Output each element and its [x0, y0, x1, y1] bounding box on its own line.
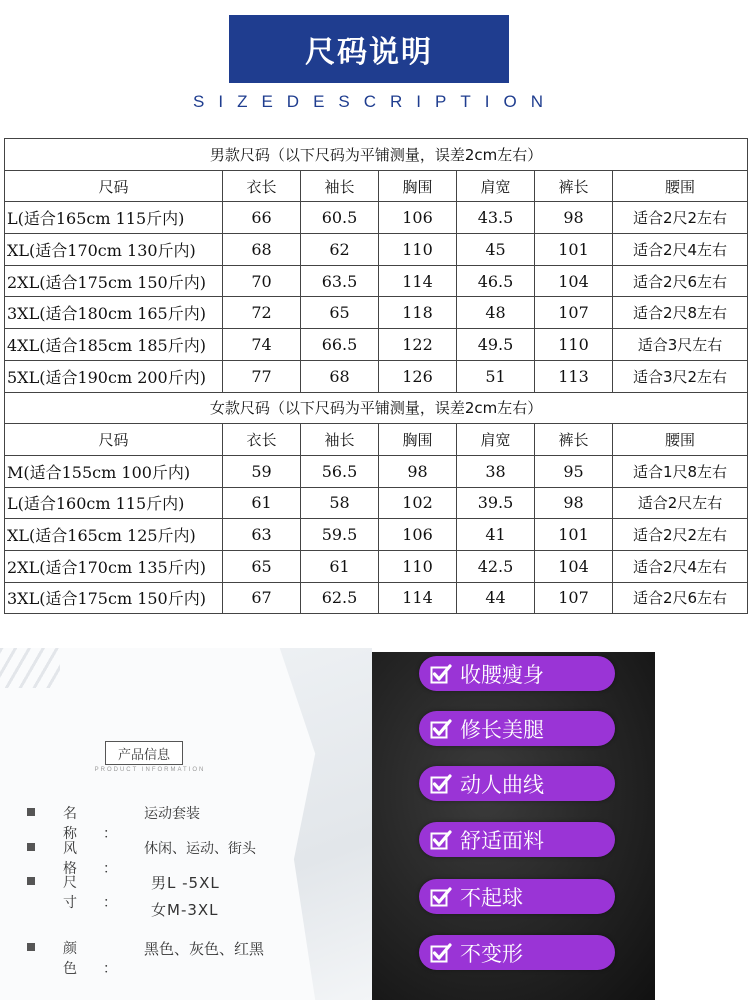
- checkbox-check-icon: [430, 829, 452, 851]
- page-title-banner: 尺码说明: [229, 15, 509, 83]
- feature-label: 动人曲线: [460, 772, 544, 797]
- feature-pill: [419, 656, 615, 691]
- table-cell: 107: [535, 297, 613, 329]
- men-section-title: [5, 139, 748, 171]
- table-cell: M(适合155cm 100斤内): [5, 455, 223, 487]
- size-chart-table: [4, 138, 748, 614]
- table-cell: 42.5: [457, 550, 535, 582]
- table-cell: 尺码: [5, 170, 223, 202]
- table-cell: 适合1尺8左右: [613, 455, 748, 487]
- table-cell: XL(适合165cm 125斤内): [5, 519, 223, 551]
- table-row: [5, 487, 748, 519]
- table-cell: 适合2尺2左右: [613, 519, 748, 551]
- checkbox-check-icon: [430, 663, 452, 685]
- table-cell: 61: [223, 487, 301, 519]
- table-cell: 66.5: [301, 329, 379, 361]
- table-cell: 113: [535, 360, 613, 392]
- square-bullet-icon: [27, 808, 35, 816]
- table-cell: 67: [223, 582, 301, 614]
- table-cell: 2XL(适合170cm 135斤内): [5, 550, 223, 582]
- table-cell: 68: [301, 360, 379, 392]
- table-cell: 63: [223, 519, 301, 551]
- table-row: [5, 329, 748, 361]
- table-cell: 裤长: [535, 170, 613, 202]
- info-value-name: 运动套装: [144, 806, 200, 822]
- table-cell: 3XL(适合175cm 150斤内): [5, 582, 223, 614]
- table-cell: 110: [379, 550, 457, 582]
- table-cell: 62.5: [301, 582, 379, 614]
- features-panel: [372, 652, 655, 1000]
- table-cell: 腰围: [613, 170, 748, 202]
- table-cell: 114: [379, 582, 457, 614]
- checkbox-check-icon: [430, 718, 452, 740]
- table-cell: 肩宽: [457, 170, 535, 202]
- table-cell: 65: [223, 550, 301, 582]
- table-cell: 68: [223, 234, 301, 266]
- table-cell: 63.5: [301, 265, 379, 297]
- info-label-color: 颜色：: [63, 941, 143, 977]
- table-cell: 74: [223, 329, 301, 361]
- feature-label: 舒适面料: [460, 828, 544, 853]
- table-cell: 98: [535, 202, 613, 234]
- table-cell: 3XL(适合180cm 165斤内): [5, 297, 223, 329]
- table-cell: 77: [223, 360, 301, 392]
- table-row: [5, 582, 748, 614]
- table-cell: 38: [457, 455, 535, 487]
- table-cell: 胸围: [379, 424, 457, 456]
- table-cell: 胸围: [379, 170, 457, 202]
- table-row: [5, 550, 748, 582]
- table-cell: 肩宽: [457, 424, 535, 456]
- table-cell: 41: [457, 519, 535, 551]
- table-cell: 袖长: [301, 170, 379, 202]
- checkbox-check-icon: [430, 886, 452, 908]
- table-cell: 56.5: [301, 455, 379, 487]
- feature-pill: [419, 879, 615, 914]
- table-cell: 适合2尺2左右: [613, 202, 748, 234]
- table-cell: 107: [535, 582, 613, 614]
- table-cell: L(适合165cm 115斤内): [5, 202, 223, 234]
- product-info-panel: [0, 648, 372, 1000]
- table-row: [5, 202, 748, 234]
- table-cell: 衣长: [223, 170, 301, 202]
- info-value-size-women: 女M-3XL: [151, 901, 219, 919]
- table-cell: 51: [457, 360, 535, 392]
- table-cell: 60.5: [301, 202, 379, 234]
- table-row: [5, 455, 748, 487]
- table-cell: 39.5: [457, 487, 535, 519]
- feature-pill: [419, 935, 615, 970]
- table-cell: 72: [223, 297, 301, 329]
- table-cell: 45: [457, 234, 535, 266]
- table-cell: 适合3尺左右: [613, 329, 748, 361]
- table-cell: 95: [535, 455, 613, 487]
- feature-label: 修长美腿: [460, 717, 544, 742]
- table-cell: 101: [535, 519, 613, 551]
- women-section-title: [5, 392, 748, 424]
- table-cell: 4XL(适合185cm 185斤内): [5, 329, 223, 361]
- women-header-row: [5, 424, 748, 456]
- table-cell: 114: [379, 265, 457, 297]
- table-cell: 110: [379, 234, 457, 266]
- table-cell: 2XL(适合175cm 150斤内): [5, 265, 223, 297]
- info-label-style: 风格：: [63, 841, 143, 877]
- table-row: [5, 519, 748, 551]
- table-cell: 104: [535, 550, 613, 582]
- table-cell: 122: [379, 329, 457, 361]
- table-cell: 适合2尺4左右: [613, 234, 748, 266]
- table-cell: 适合2尺左右: [613, 487, 748, 519]
- product-info-title: 产品信息: [105, 741, 183, 765]
- info-label-size: 尺寸：: [63, 875, 143, 911]
- table-cell: 98: [535, 487, 613, 519]
- table-row: [5, 234, 748, 266]
- square-bullet-icon: [27, 843, 35, 851]
- table-cell: 58: [301, 487, 379, 519]
- decorative-stripes: [0, 648, 60, 688]
- table-cell: 43.5: [457, 202, 535, 234]
- table-cell: 110: [535, 329, 613, 361]
- table-cell: 101: [535, 234, 613, 266]
- table-cell: 48: [457, 297, 535, 329]
- table-cell: 102: [379, 487, 457, 519]
- table-cell: XL(适合170cm 130斤内): [5, 234, 223, 266]
- checkbox-check-icon: [430, 942, 452, 964]
- info-label-name: 名称：: [63, 806, 143, 842]
- feature-label: 收腰瘦身: [460, 662, 544, 687]
- table-cell: 适合2尺8左右: [613, 297, 748, 329]
- table-cell: 70: [223, 265, 301, 297]
- table-cell: 61: [301, 550, 379, 582]
- table-cell: 44: [457, 582, 535, 614]
- table-cell: 59.5: [301, 519, 379, 551]
- product-info-subtitle: PRODUCT INFORMATION: [94, 767, 206, 773]
- table-cell: 适合2尺6左右: [613, 265, 748, 297]
- table-cell: 118: [379, 297, 457, 329]
- feature-pill: [419, 822, 615, 857]
- table-row: [5, 265, 748, 297]
- info-value-color: 黑色、灰色、红黑: [144, 940, 265, 958]
- table-cell: 尺码: [5, 424, 223, 456]
- info-value-style: 休闲、运动、街头: [144, 841, 256, 857]
- table-row: [5, 297, 748, 329]
- table-cell: 66: [223, 202, 301, 234]
- table-cell: 女款尺码（以下尺码为平铺测量，误差2cm左右）: [5, 392, 748, 424]
- table-cell: 适合2尺4左右: [613, 550, 748, 582]
- table-cell: 98: [379, 455, 457, 487]
- table-cell: 袖长: [301, 424, 379, 456]
- table-row: [5, 360, 748, 392]
- table-cell: 裤长: [535, 424, 613, 456]
- table-cell: 106: [379, 202, 457, 234]
- page-subtitle: SIZEDESCRIPTION: [193, 92, 557, 111]
- table-cell: L(适合160cm 115斤内): [5, 487, 223, 519]
- table-cell: 5XL(适合190cm 200斤内): [5, 360, 223, 392]
- table-cell: 适合2尺6左右: [613, 582, 748, 614]
- table-cell: 46.5: [457, 265, 535, 297]
- table-cell: 49.5: [457, 329, 535, 361]
- square-bullet-icon: [27, 877, 35, 885]
- table-cell: 126: [379, 360, 457, 392]
- feature-pill: [419, 766, 615, 801]
- table-cell: 104: [535, 265, 613, 297]
- checkbox-check-icon: [430, 773, 452, 795]
- table-cell: 腰围: [613, 424, 748, 456]
- table-cell: 62: [301, 234, 379, 266]
- table-cell: 106: [379, 519, 457, 551]
- square-bullet-icon: [27, 943, 35, 951]
- feature-label: 不起球: [460, 885, 523, 910]
- men-header-row: [5, 170, 748, 202]
- table-cell: 男款尺码（以下尺码为平铺测量，误差2cm左右）: [5, 139, 748, 171]
- info-value-size-men: 男L -5XL: [151, 874, 220, 892]
- feature-label: 不变形: [460, 941, 523, 966]
- feature-pill: [419, 711, 615, 746]
- table-cell: 59: [223, 455, 301, 487]
- table-cell: 65: [301, 297, 379, 329]
- table-cell: 适合3尺2左右: [613, 360, 748, 392]
- table-cell: 衣长: [223, 424, 301, 456]
